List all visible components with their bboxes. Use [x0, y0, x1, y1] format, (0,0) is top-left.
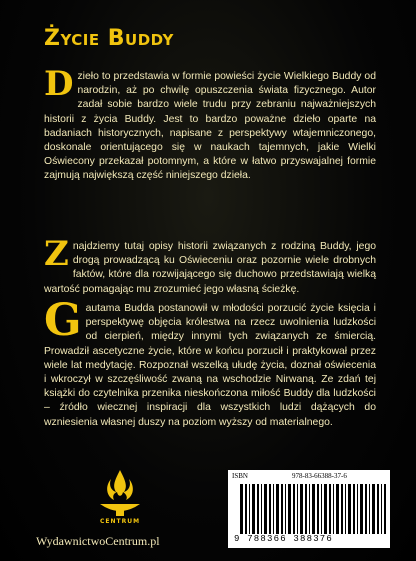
- paragraph-1: [44, 64, 376, 184]
- book-title: Życie Buddy: [44, 26, 174, 51]
- barcode-digits: 9 788366 388376: [234, 534, 334, 544]
- drop-cap: G: [44, 295, 82, 346]
- publisher-brand: CENTRUM: [100, 518, 141, 525]
- publisher-website: WydawnictwoCentrum.pl: [36, 534, 160, 548]
- paragraph-3: [44, 295, 376, 430]
- paragraph-text: zieło to przedstawia w formie powieści życie Wielkiego Buddy od narodzin, aż po chwilę opuszczenia świata fizycznego. Autor zadał sobie bardzo wiele trudu przy zebraniu najważniejszych historii z życia Buddy. Jest to bardzo poważne dzieło oparte na badaniach historycznych, napisane z perspektywy wtajemniczonego, doskonale orientującego się w naukach tajemnych, jakie Wielki Oświecony przekazał potomnym, a które w łatwo przyswajalnej formie zajmują największą część niniejszego dzieła.: [44, 71, 376, 182]
- drop-cap: Z: [44, 234, 69, 274]
- paragraph-text: autama Budda postanowił w młodości porzucić życie księcia i perspektywę objęcia królestwa na rzecz uwolnienia ludzkości od cierpień, między innymi tych związanych ze śmiercią. Prowadził ascetyczne życie, które w końcu porzucił i praktykował przez wiele lat medytację. Rozpoznał wszelką ułudę życia, doznał oświecenia i wkroczył w szczęśliwość zwaną na wschodzie Nirwaną. Ze zdań tej książki do czytelnika przenika nieskończona miłość Buddy dla ludzkości – źródło wiecznej inspiracji dla wszystkich ludzi dążących do wzniesienia własnej duszy na poziom wyższy od materialnego.: [44, 303, 376, 428]
- isbn-label: ISBN: [232, 472, 248, 480]
- barcode: [228, 470, 390, 548]
- isbn-value: 978-83-66388-37-6: [292, 472, 347, 480]
- drop-cap: D: [44, 64, 74, 104]
- barcode-bars-icon: [240, 484, 386, 534]
- publisher-logo-icon: [60, 466, 180, 522]
- paragraph-text: najdziemy tutaj opisy historii związanych z rodziną Buddy, jego drogą prowadzącą ku Oświeceniu oraz pozornie wiele drobnych faktów, które dla rozwijającego się duchowo przedstawiają wielką wartość pomagając mu zrozumieć jego własną ścieżkę.: [44, 241, 376, 295]
- paragraph-2: [44, 234, 376, 297]
